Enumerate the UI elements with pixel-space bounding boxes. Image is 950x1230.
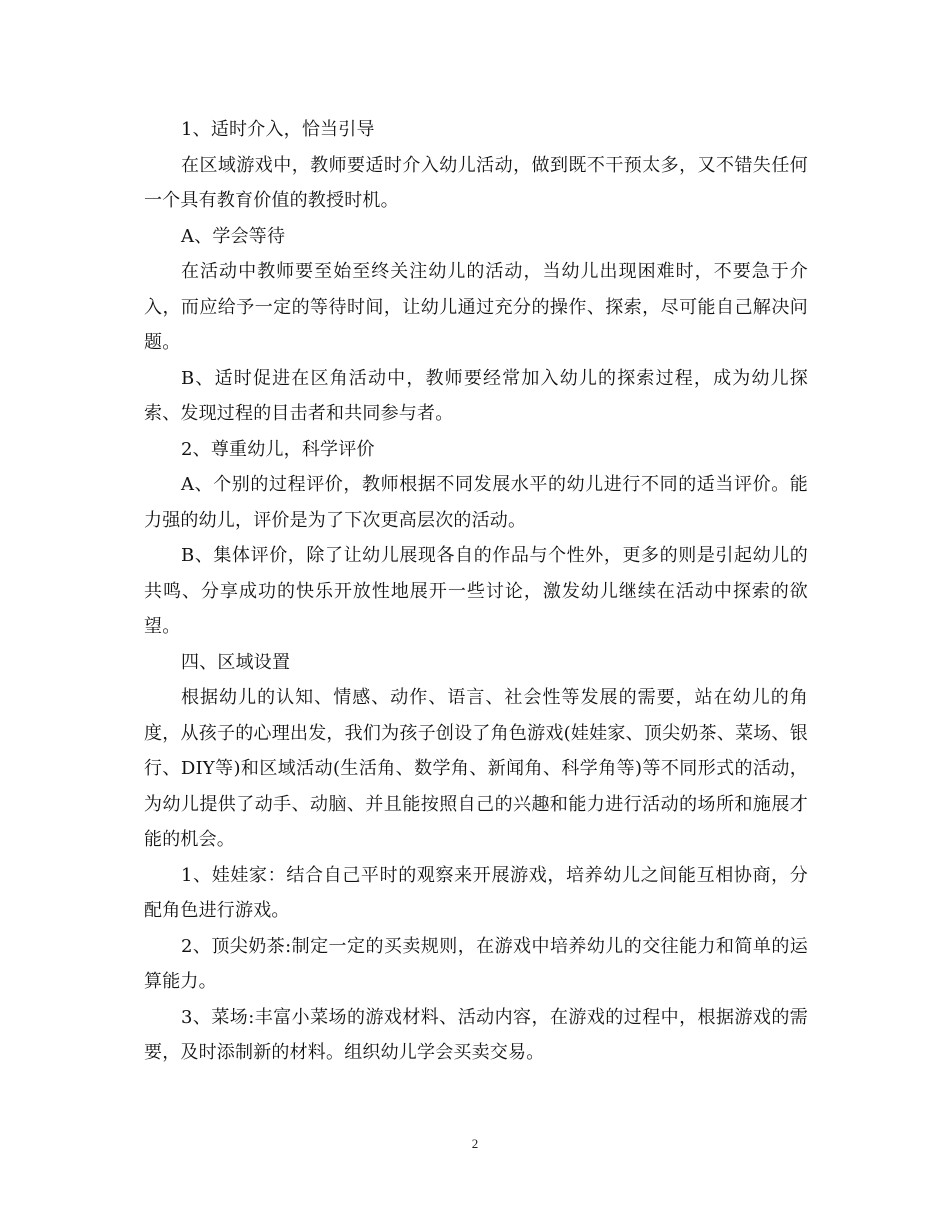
paragraph-learn-to-wait: 在活动中教师要至始至终关注幼儿的活动，当幼儿出现困难时，不要急于介入，而应给予一定的等待时间，让幼儿通过充分的操作、探索，尽可能自己解决问题。 [144, 261, 808, 353]
list-item-vegetable-market: 3、菜场:丰富小菜场的游戏材料、活动内容，在游戏的过程中，根据游戏的需要，及时添制新的材料。组织幼儿学会买卖交易。 [144, 1006, 808, 1063]
list-item-doll-house: 1、娃娃家：结合自己平时的观察来开展游戏，培养幼儿之间能互相协商，分配角色进行游戏。 [144, 864, 808, 921]
heading-area-setup: 四、区域设置 [181, 651, 291, 673]
list-item-milk-tea: 2、顶尖奶茶:制定一定的买卖规则，在游戏中培养幼儿的交往能力和简单的运算能力。 [144, 935, 808, 992]
subheading-learn-to-wait: A、学会等待 [181, 225, 286, 247]
paragraph-group-evaluation: B、集体评价，除了让幼儿展现各自的作品与个性外，更多的则是引起幼儿的共鸣、分享成功的快乐开放性地展开一些讨论，激发幼儿继续在活动中探索的欲望。 [144, 545, 808, 637]
paragraph-individual-evaluation: A、个别的过程评价，教师根据不同发展水平的幼儿进行不同的适当评价。能力强的幼儿，评价是为了下次更高层次的活动。 [144, 474, 808, 531]
page-number: 2 [471, 1136, 479, 1151]
heading-respect-evaluation: 2、尊重幼儿，科学评价 [181, 438, 375, 460]
paragraph-timely-promotion: B、适时促进在区角活动中，教师要经常加入幼儿的探索过程，成为幼儿探索、发现过程的目击者和共同参与者。 [144, 367, 808, 424]
paragraph-intervention-intro: 在区域游戏中，教师要适时介入幼儿活动，做到既不干预太多，又不错失任何一个具有教育价值的教授时机。 [144, 154, 808, 211]
paragraph-area-setup: 根据幼儿的认知、情感、动作、语言、社会性等发展的需要，站在幼儿的角度，从孩子的心理出发，我们为孩子创设了角色游戏(娃娃家、顶尖奶茶、菜场、银行、DIY等)和区域活动(生活角、数学角、新闻角、科学角等)等不同形式的活动，为幼儿提供了动手、动脑、并且能按照自己的兴趣和能力进行活动的场所和施展才能的机会。 [144, 687, 808, 850]
document-body [144, 112, 808, 1071]
heading-timely-intervention: 1、适时介入，恰当引导 [181, 119, 375, 140]
